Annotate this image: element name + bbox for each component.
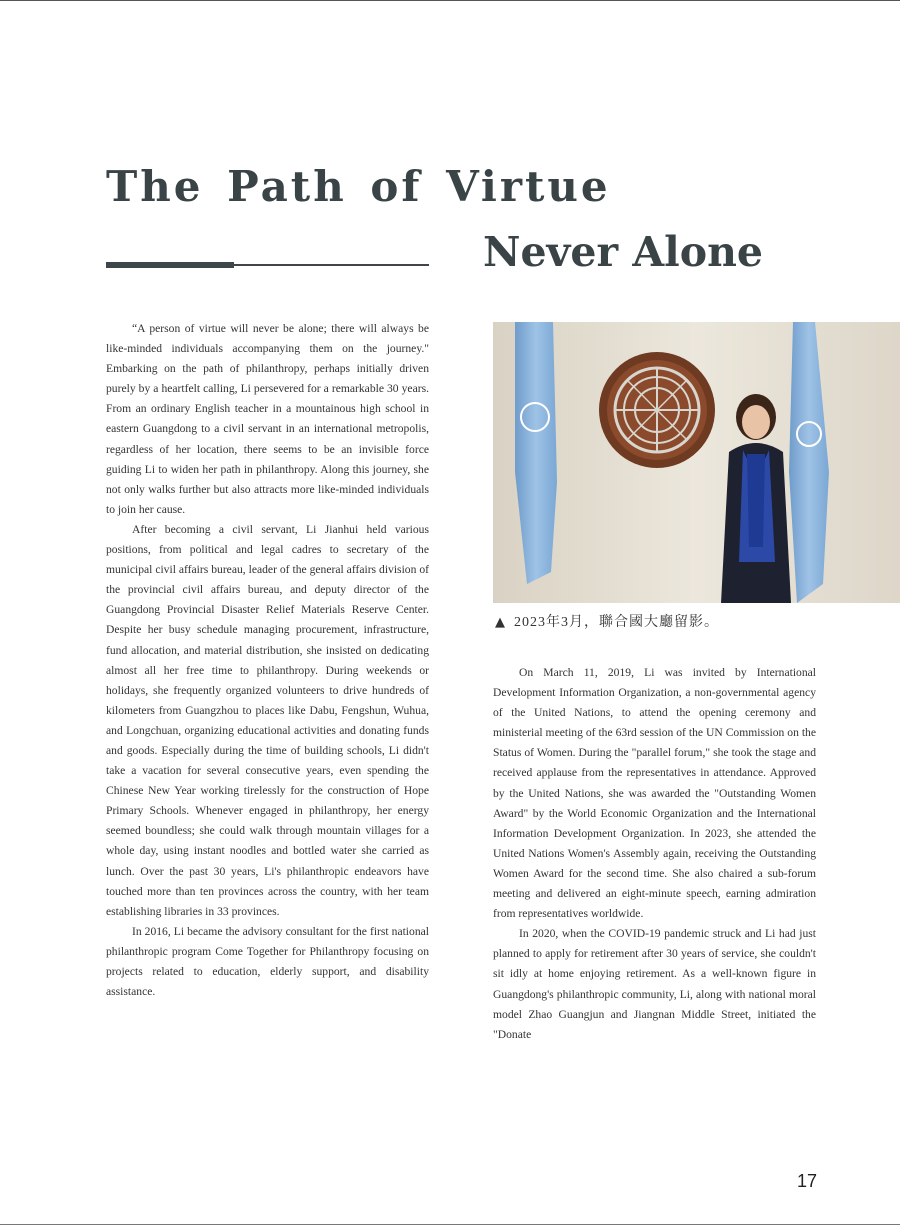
paragraph: On March 11, 2019, Li was invited by International Development Information Organization, a non-governmental agency of the United Nations, to attend the opening ceremony and ministerial meeting of the 63rd session of the UN Commission on the Status of Women. During the "parallel forum," she took the stage and received applause from the representatives in attendance. Approved by the United Nations, she was awarded the "Outstanding Women Award" by the World Economic Organization and the International Information Development Organization. In 2023, she attended the United Nations Women's Assembly again, receiving the Outstanding Women Award for the second time. She also chaired a sub-forum meeting and delivered an eight-minute speech, earning admiration from representatives worldwide.	[493, 666, 816, 921]
photo-caption	[495, 611, 719, 631]
triangle-icon: ▲	[495, 615, 506, 630]
caption-text: 2023年3月，聯合國大廳留影。	[514, 615, 719, 630]
left-column-text	[106, 319, 429, 1002]
title-line-1: The Path of Virtue	[106, 162, 611, 211]
photo-illustration	[493, 322, 900, 603]
title-line-2: Never Alone	[483, 228, 763, 276]
page-number: 17	[797, 1171, 818, 1191]
paragraph: In 2016, Li became the advisory consultant for the first national philanthropic program Come Together for Philanthropy focusing on projects related to education, elderly support, and disability assistance.	[106, 924, 429, 999]
un-hall-photo	[493, 322, 900, 603]
bottom-border-line	[0, 1224, 900, 1225]
right-column-text	[493, 663, 816, 1045]
un-emblem-icon	[599, 352, 715, 468]
top-border-line	[0, 0, 900, 1]
paragraph: After becoming a civil servant, Li Jianhui held various positions, from political and legal cadres to secretary of the municipal civil affairs bureau, leader of the general affairs division of the provincial civil affairs bureau, and deputy director of the Guangdong Provincial Disaster Relief Materials Reserve Center. Despite her busy schedule managing procurement, infrastructure, fund allocation, and material distribution, she insisted on dedicating almost all her free time to philanthropy. During weekends or holidays, she frequently organized volunteers to drive hundreds of kilometers from Guangzhou to places like Dabu, Fengshun, Wuhua, and Longchuan, organizing educational activities and donating funds and goods. Especially during the time of building schools, Li didn't take a vacation for several consecutive years, even spending the Chinese New Year working tirelessly for the construction of Hope Primary Schools. Whenever engaged in philanthropy, her energy seemed boundless; she could walk through mountain villages for a whole day, using instant noodles and bottled water she carried as lunch. Over the past 30 years, Li's philanthropic endeavors have touched more than ten provinces across the country, with her team establishing libraries in 33 provinces.	[106, 522, 429, 918]
paragraph: “A person of virtue will never be alone; there will always be like-minded individuals accompanying them on the journey." Embarking on the path of philanthropy, perhaps initially driven purely by a heartfelt calling, Li persevered for a remarkable 30 years. From an ordinary English teacher in a mountainous high school in eastern Guangdong to a civil servant in an international metropolis, regardless of her location, there seems to be an invisible force guiding Li to widen her path in philanthropy. Along this journey, she not only walks further but also attracts more like-minded individuals to join her cause.	[106, 322, 429, 516]
title-underline-accent	[106, 262, 234, 268]
paragraph: In 2020, when the COVID-19 pandemic struck and Li had just planned to apply for retirement after 30 years of service, she couldn't sit idly at home enjoying retirement. As a well-known figure in Guangdong's philanthropic community, Li, along with national moral model Zhao Guangjun and Jiangnan Middle Street, initiated the "Donate	[493, 927, 816, 1041]
